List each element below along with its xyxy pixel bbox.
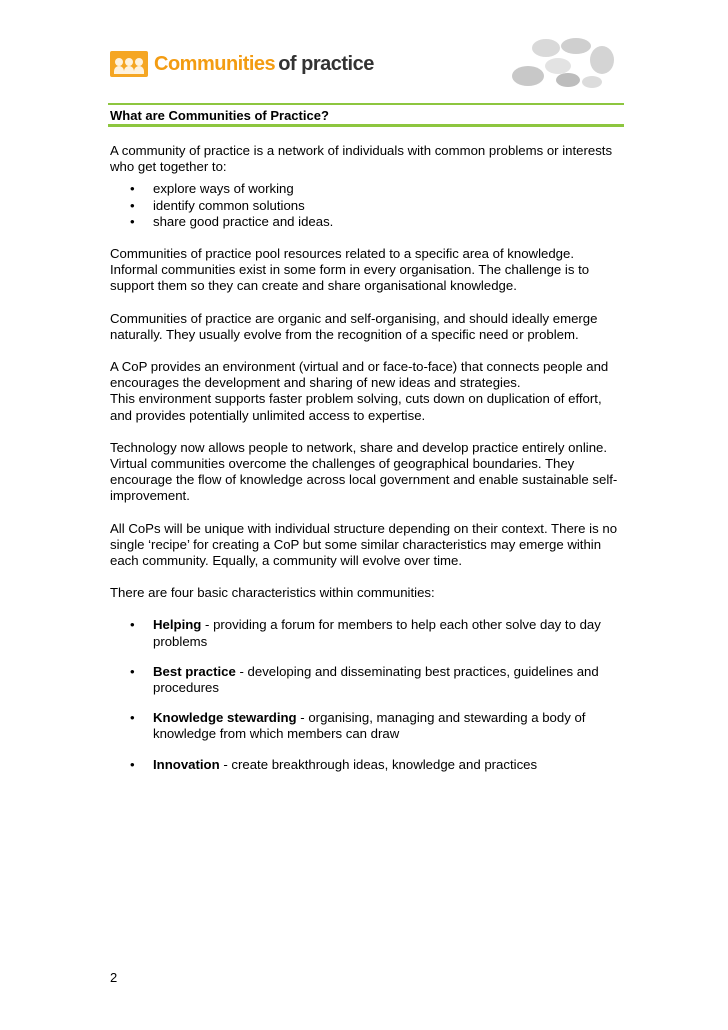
characteristic-term: Best practice xyxy=(153,663,236,679)
paragraph: Communities of practice are organic and self-organising, and should ideally emerge naturally. They usually evolve from the recognition of a specific need or problem. xyxy=(110,310,598,342)
decorative-circles-graphic xyxy=(506,38,616,88)
characteristic-term: Innovation xyxy=(153,756,220,772)
paragraph: Communities of practice pool resources related to a specific area of knowledge. Informal communities exist in some form in every organisation. The challenge is to support them so they can create and share organisational knowledge. xyxy=(110,246,590,294)
paragraph: Technology now allows people to network, share and develop practice entirely online. Virtual communities overcome the challenges of geographical boundaries. They encourage the flow of knowledge across local government and enable sustainable self-improvement. xyxy=(110,439,618,504)
list-item: • share good practice and ideas. xyxy=(110,214,624,230)
list-item xyxy=(110,617,624,649)
paragraph-line: This environment supports faster problem solving, cuts down on duplication of effort, and provides potentially unlimited access to expertise. xyxy=(110,391,602,423)
characteristic-desc: - providing a forum for members to help each other solve day to day problems xyxy=(153,617,601,649)
paragraph-line: A CoP provides an environment (virtual and or face-to-face) that connects people and encourages the development and sharing of new ideas and strategies. xyxy=(110,359,609,391)
communities-of-practice-logo xyxy=(110,49,374,79)
page-number: 2 xyxy=(110,970,118,985)
list-item: • explore ways of working xyxy=(110,181,624,197)
characteristic-term: Helping xyxy=(153,617,202,633)
header-rule-top xyxy=(108,103,624,105)
characteristics-list xyxy=(110,617,624,772)
characteristic-desc: - organising, managing and stewarding a body of knowledge from which members can draw xyxy=(153,710,586,742)
characteristic-term: Knowledge stewarding xyxy=(153,710,297,726)
list-item xyxy=(110,757,624,773)
cop-environment-paragraph xyxy=(110,359,624,424)
people-icon xyxy=(110,51,148,77)
characteristic-desc: - create breakthrough ideas, knowledge and practices xyxy=(219,756,538,772)
document-body xyxy=(110,143,624,787)
list-item: • identify common solutions xyxy=(110,198,624,214)
page-title: What are Communities of Practice? xyxy=(110,108,329,123)
characteristic-desc: - developing and disseminating best practices, guidelines and procedures xyxy=(153,663,599,696)
paragraph: All CoPs will be unique with individual structure depending on their context. There is no single ‘recipe’ for creating a CoP but some similar characteristics may emerge within each community. Equally, a community will evolve over time. xyxy=(110,520,618,569)
logo-text-of-practice: of practice xyxy=(278,52,374,75)
intro-bullet-list xyxy=(110,181,624,230)
header-rule-bottom xyxy=(108,124,624,127)
intro-paragraph: A community of practice is a network of individuals with common problems or interests who get together to: xyxy=(110,143,613,175)
list-item xyxy=(110,710,624,742)
list-item xyxy=(110,664,624,696)
logo-text-communities: Communities xyxy=(154,52,276,75)
paragraph: There are four basic characteristics within communities: xyxy=(110,585,435,601)
